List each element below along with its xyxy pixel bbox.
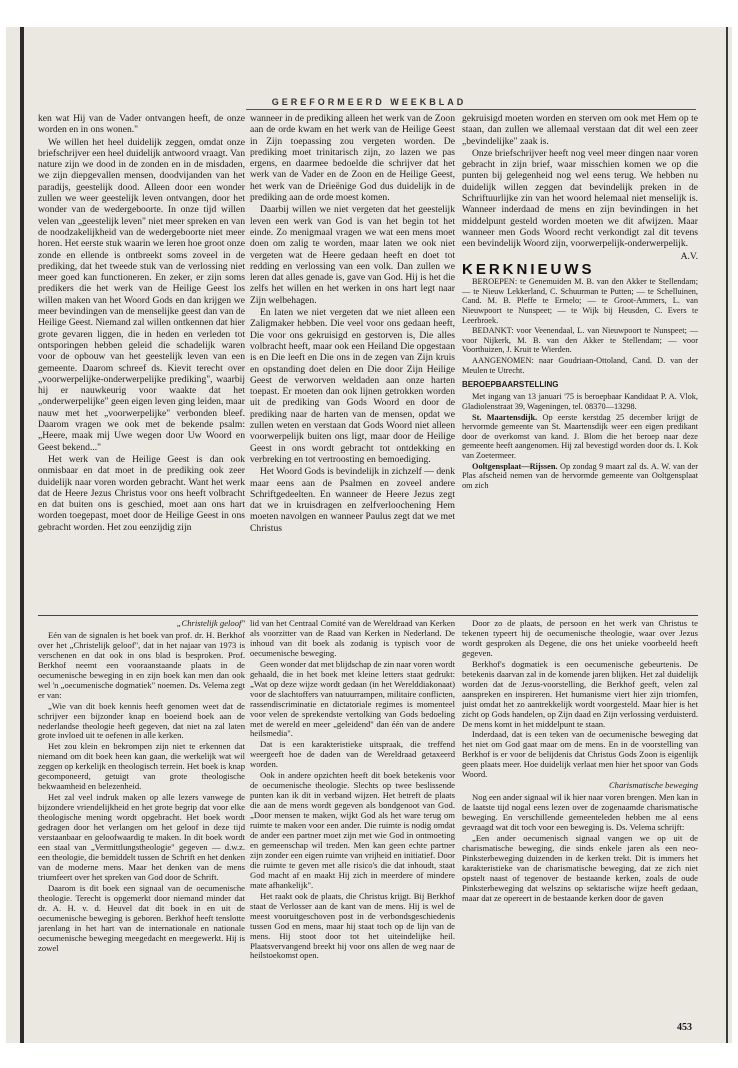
beroepbaarstelling-heading: BEROEPBAARSTELLING (462, 380, 559, 390)
paragraph: Inderdaad, dat is een teken van de oecumenische beweging dat het niet om God gaat maar om de mens. En in de voorstelling van Berkhof is er voor de belijdenis dat Christus Gods Zoon is eigenlijk geen plaats meer. Hoe duidelijk verlaat men hier het spoor van Gods Woord. (462, 729, 698, 780)
paragraph: wanneer in de prediking alleen het werk van de Zoon aan de orde kwam en het werk van de Heilige Geest in Zijn toepassing zou vergeten worden. De prediking moet trinitarisch zijn, zo lazen we pas ergens, en daarmee bedoelde die schrijver dat het werk van de Vader en de Zoon en de Heilige Geest, het werk van de Drieënige God dus duidelijk in de prediking aan de orde moest komen. (250, 113, 455, 204)
paragraph: En laten we niet vergeten dat we niet alleen een Zaligmaker hebben. Die veel voor ons gedaan heeft, Die voor ons gekruisigd en gestorven is, Die alles volbracht heeft, maar ook een Heiland Die opgestaan is en Die leeft en Die ons in de zegen van Zijn kruis en opstanding doet delen en Die door Zijn Heilige Geest de verworven weldaden aan onze harten toepast. Er moeten dan ook lijnen getrokken worden uit de prediking van Gods Woord en door de prediking naar de harten van de mensen, opdat we zullen weten en verstaan dat Gods Woord niet alleen voorwerpelijk buiten ons ligt, maar door de Heilige Geest in ons wordt gebracht tot ontdekking en verbreking en tot vertroosting en bemoediging. (250, 307, 455, 465)
paragraph: Door zo de plaats, de persoon en het werk van Christus te tekenen typeert hij de oecumenische theologie, waar over Jezus wordt gesproken als Degene, die ons het unieke voorbeeld heeft gegeven. (462, 619, 698, 658)
paragraph: Het zal veel indruk maken op alle lezers vanwege de bijzondere vriendelijkheid en het grote begrip dat voor elke theologische mening wordt opgebracht. Het boek wordt gedragen door het verlangen om het geloof in deze tijd verstaanbaar en geloofwaardig te maken. In dit boek wordt een staal van „Vermittlungstheologie" gegeven — d.w.z. een theologie, die bemiddelt tussen de Schrift en het denken van de moderne mens. Maar het denken van de mens triumfeert over het spreken van God door de Schrift. (38, 792, 245, 882)
news-item: Met ingang van 13 januari '75 is beroepbaar Kandidaat P. A. Vlok, Gladiolenstraat 39, Wageningen, tel. 08370—13298. (462, 392, 698, 411)
running-header: GEREFORMEERD WEEKBLAD (271, 97, 467, 107)
paragraph: Geen wonder dat met blijdschap de zin naar voren wordt gehaald, die in het boek met kleine letters staat gedrukt: „Wat op deze wijze wordt gedaan (in het Werelddiakonaat) voor de slachtoffers van natuurrampen, militaire conflicten, rassendiscriminatie en dictatoriale regimes is momenteel voor velen de sprekendste vertolking van Gods bedoeling met de wereld en meer „geleidend" dan één van de andere heilsmedia". (250, 658, 455, 739)
paragraph: Het raakt ook de plaats, die Christus krijgt. Bij Berkhof staat de Verlosser aan de kant van de mens. Hij is wel de meest vooruitgeschoven post in de verbondsgeschiedenis tussen God en mens, maar hij staat toch op de lijn van de mens. Hij stoot door tot het uiteindelijke heil. Plaatsvervangend breekt hij voor ons allen de weg naar de heilstoekomst open. (250, 890, 455, 961)
news-body: Op zondag 9 maart zal ds. A. W. van der Plas afscheid nemen van de hervormde gemeente van Ooltgensplaat om zich (462, 461, 698, 490)
lower-column-3 (462, 619, 698, 1014)
paragraph: gekruisigd moeten worden en sterven om ook met Hem op te staan, dan zullen we allemaal verstaan dat dit wel een zeer „bevindelijke" zaak is. (462, 113, 698, 147)
paragraph: Eén van de signalen is het boek van prof. dr. H. Berkhof over het „Christelijk geloof", dat in het najaar van 1973 is verschenen en dat ook in ons blad is besproken. Prof. Berkhof neemt een vooraanstaande plaats in de oecumenische beweging in en zijn boek kan men dan ook wel 'n „oecumenische dogmatiek" noemen. Ds. Velema zegt er van: (38, 629, 245, 700)
header-rule (246, 109, 696, 110)
news-lead: Ooltgensplaat—Rijssen. (472, 461, 558, 471)
paragraph: „Een ander oecumenisch signaal vangen we op uit de charismatische beweging, die sinds enkele jaren als een neo-Pinksterbeweging duizenden in de kerken trekt. Dit is immers het karakteristieke van de charismatische beweging, dat ze zich niet opstelt naast of tegenover de bestaande kerken, zoals de oude Pinksterbeweging dat welszins op sektarische wijze heeft gedaan, maar dat ze opereert in de bestaande kerken door de gaven (462, 833, 698, 903)
paragraph: „Wie van dit boek kennis heeft genomen weet dat de schrijver een bijzonder knap en boeiend boek aan de nederlandse theologie heeft gegeven, dat niet na zal laten grote invloed uit te oefenen in alle kerken. (38, 700, 245, 741)
upper-column-1 (38, 113, 245, 613)
author-signature: A.V. (680, 250, 698, 262)
news-lead: St. Maartensdijk. (472, 412, 538, 422)
upper-column-2 (250, 113, 455, 613)
paragraph: Het werk van de Heilige Geest is dan ook onmisbaar en dat moet in de prediking ook zeer duidelijk naar voren worden gebracht. Want het werk dat de Heere Jezus Christus voor ons heeft volbracht en dat buiten ons is geschied, moet aan ons hart worden toegepast, moet door de Heilige Geest in ons gebracht worden. Het zou eenzijdig zijn (38, 453, 245, 533)
paragraph: Nog een ander signaal wil ik hier naar voren brengen. Men kan in de laatste tijd nogal eens lezen over de zogenaamde charismatische beweging. En verschillende gemeenteleden hebben me al eens gevraagd wat dit toch voor een beweging is. Ds. Velema schrijft: (462, 792, 698, 833)
news-item: BEDANKT: voor Veenendaal, L. van Nieuwpoort te Nunspeet; — voor Nijkerk, M. B. van den Akker te Stellendam; — voor Voorthuizen, J. Kruit te Wierden. (462, 326, 698, 355)
page-number: 453 (677, 1022, 692, 1033)
paragraph: Het zou klein en bekrompen zijn niet te erkennen dat niemand om dit boek heen kan gaan, die werkelijk wat wil zeggen op kerkelijk en theologisch terrein. Het boek is knap gecomponeerd, getuigt van grote theologische bekwaamheid en belezenheid. (38, 741, 245, 792)
paragraph: Daarbij willen we niet vergeten dat het geestelijk leven een werk van God is van het begin tot het einde. Zo menigmaal vragen we wat een mens moet doen om zalig te worden, maar laten we ook niet vergeten wat de Heere gedaan heeft en doet tot redding en verlossing van een volk. Dan zullen we leren dat alles genade is, gave van God. Hij is het die zelfs het willen en het werken in ons hart legt naar Zijn welbehagen. (250, 204, 455, 306)
section-title: „Christelijk geloof" (176, 619, 245, 628)
paragraph: Het Woord Gods is bevindelijk in zichzelf — denk maar eens aan de Psalmen en zoveel andere Schriftgedeelten. En wanneer de Heere Jezus zegt dat we in kruisdragen en zelfverloochening Hem moeten navolgen en wanneer Paulus zegt dat we met Christus (250, 466, 455, 534)
paragraph: We willen het heel duidelijk zeggen, omdat onze briefschrijver een heel duidelijk antwoord vraagt. Van nature zijn we dood in de zonden en in de misdaden, we zijn diepgevallen mensen, doodvijanden van het paradijs, geestelijk dood. Alleen door een wonder zullen we weer geestelijk leven ontvangen, door het wonder van de wedergeboorte. In onze tijd willen velen van „geestelijk leven" niet meer spreken en van de noodzakelijkheid van de wedergeboorte niet meer horen. Het eerste stuk waarin we leren hoe groot onze zonde en ellende is ontbreekt soms zoveel in de prediking, dat het tweede stuk van de verlossing niet meer goed kan functioneren. En zeker, er zijn soms predikers die het werk van de Heilige Geest los willen maken van het Woord Gods en dan krijgen we meer bevindingen van de menselijke geest dan van de Heilige Geest. Niemand zal willen ontkennen dat hier grote gevaren liggen, die in heden en verleden tot ontsporingen hebben geleid die schadelijk waren voor de opbouw van het geestelijk leven van een gemeente. Daarom schreef ds. Kievit terecht over „voorwerpelijke-onderwerpelijke prediking", waarbij hij er nauwkeurig voor waakte dat het „onderwerpelijke" geen eigen leven ging leiden, maar nauw met het „voorwerpelijke" verbonden bleef. Daarom vragen we ook met de bekende psalm: „Heere, maak mij Uwe wegen door Uw Woord en Geest bekend..." (38, 136, 245, 453)
news-item (462, 462, 698, 491)
newspaper-page (6, 27, 732, 1043)
left-binding-edge (20, 27, 24, 1043)
upper-column-3 (462, 113, 698, 613)
news-body: Op eerste kerstdag 25 december krijgt de hervormde gemeente van St. Maartensdijk weer een eigen predikant door de overkomst van kand. J. Blom die het beroep naar deze gemeente heeft aangenomen. Hij zal bevestigd worden door ds. I. Kok van Zoetermeer. (462, 412, 698, 460)
news-item: AANGENOMEN: naar Goudriaan-Ottoland, Cand. D. van der Meulen te Utrecht. (462, 355, 698, 375)
paragraph: Berkhof's dogmatiek is een oecumenische gebeurtenis. De betekenis daarvan zal in de komende jaren blijken. Het zal duidelijk worden dat de Jezus-voorstelling, die Berkhof geeft, velen zal aanspreken en inspireren. Het humanisme viert hier zijn triomfen, juist omdat het zo aantrekkelijk wordt voorgesteld. Maar hier is het zicht op Gods handelen, op Zijn daad en Zijn verlossing verduisterd. De mens komt in het middelpunt te staan. (462, 658, 698, 729)
news-item (462, 413, 698, 461)
lower-column-2 (250, 619, 455, 1024)
paragraph: ken wat Hij van de Vader ontvangen heeft, de onze worden en in ons wonen." (38, 113, 245, 136)
news-item: BEROEPEN: te Genemuiden M. B. van den Akker te Stellendam; — te Nieuw Lekkerland, C. Schuurman te Putten; — te Schelluinen, Cand. M. B. Pleffe te Ermelo; — te Groot-Ammers, L. van Nieuwpoort te Nunspeet; — te Wijk bij Heusden, C. Evers te Leerbroek. (462, 277, 698, 325)
kerknieuws-title: KERKNIEUWS (462, 260, 595, 278)
paragraph: lid van het Centraal Comité van de Wereldraad van Kerken als voorzitter van de Raad van Kerken in Nederland. De inhoud van dit boek als zodanig is typisch voor de oecumenische beweging. (250, 619, 455, 658)
paragraph: Onze briefschrijver heeft nog veel meer dingen naar voren gebracht in zijn brief, waar misschien komen we op die punten bij gelegenheid nog wel eens terug. We hebben nu duidelijk willen zeggen dat bevindelijk preken in de Schriftuurlijke zin van het woord helemaal niet menselijk is. Wanneer inderdaad de mens en zijn bevindingen in het middelpunt gesteld worden moeten we dit afwijzen. Maar wanneer men Gods Woord recht verkondigt zal dit tevens een bevindelijk Woord zijn, voorwerpelijk-onderwerpelijk. (462, 147, 698, 250)
paragraph: Daarom is dit boek een signaal van de oecumenische theologie. Terecht is opgemerkt door niemand minder dat dr. A. H. v. d. Heuvel dat dit boek in en uit de oecumenische beweging is geboren. Berkhof heeft tenslotte jarenlang in het hart van de internationale en nationale oecumenische beweging meegedacht en meegewerkt. Hij is zowel (38, 882, 245, 953)
paragraph: Dat is een karakteristieke uitspraak, die treffend weergeeft hoe de daden van de Wereldraad getaxeerd worden. (250, 739, 455, 770)
section-divider (38, 615, 698, 616)
right-page-edge (726, 27, 728, 1043)
lower-column-1 (38, 619, 245, 1024)
paragraph: Ook in andere opzichten heeft dit boek betekenis voor de oecumenische theologie. Slechts op twee beslissende punten kan ik dit in verband wijzen. Het betreft de plaats die aan de mens wordt gegeven als bondgenoot van God. „Door mensen te maken, wijkt God als het ware terug om ruimte te maken voor een ander. Die ruimte is nodig omdat de ander een partner moet zijn met wie God in ontmoeting en gemeenschap wil treden. Men kan geen echte partner zijn zonder een eigen ruimte van vrijheid en initiatief. Door die ruimte te geven met alle risico's die dat inhoudt, staat God macht af en maakt Hij zich in meerdere of mindere mate afhankelijk". (250, 770, 455, 890)
section-title: Charismatische beweging (608, 780, 698, 791)
